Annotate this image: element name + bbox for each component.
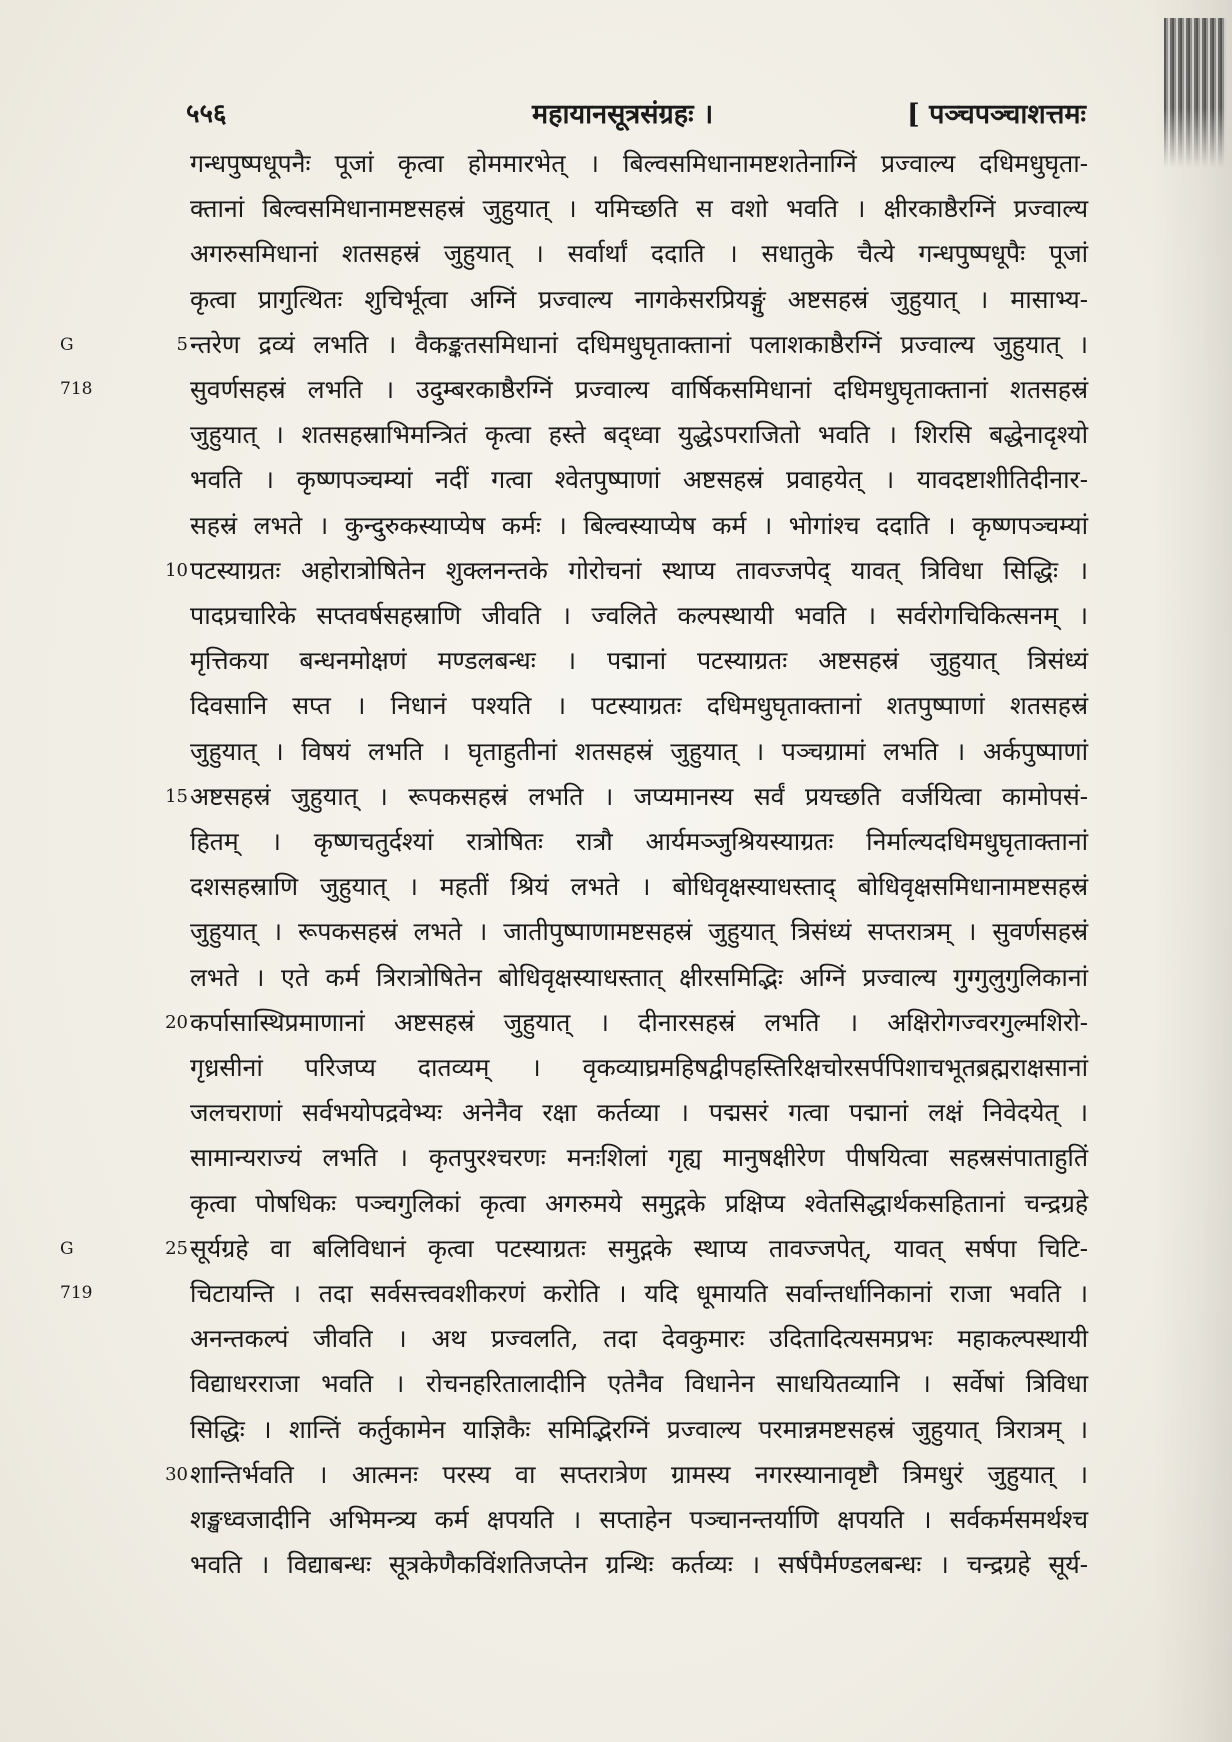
running-title: महायानसूत्रसंग्रहः । bbox=[532, 99, 714, 130]
text-line: दशसहस्राणि जुहुयात् । महतीं श्रियं लभते । बोधिवृक्षस्याधस्ताद् बोधिवृक्षसमिधानामष्टसहस्रं bbox=[190, 872, 1088, 902]
text-line: जुहुयात् । विषयं लभति । घृताहुतीनां शतसहस्रं जुहुयात् । पञ्चग्रामां लभति । अर्कपुष्पाणां bbox=[190, 736, 1088, 766]
line-number: 5 bbox=[176, 333, 188, 355]
line-number: 25 bbox=[165, 1237, 188, 1259]
text-line: कर्पासास्थिप्रमाणानां अष्टसहस्रं जुहुयात् । दीनारसहस्रं लभति । अक्षिरोगज्वरगुल्मशिरो- bbox=[190, 1007, 1088, 1037]
text-line: सामान्यराज्यं लभति । कृतपुरश्चरणः मनःशिलां गृह्य मानुषक्षीरेण पीषयित्वा सहस्रसंपाताहुतिं bbox=[190, 1143, 1088, 1173]
text-line: भवति । कृष्णपञ्चम्यां नदीं गत्वा श्वेतपुष्पाणां अष्टसहस्रं प्रवाहयेत् । यावदष्टाशीतिदीनार- bbox=[190, 465, 1088, 495]
margin-reference bbox=[60, 323, 100, 411]
page-number: ५५६ bbox=[186, 99, 227, 129]
margin-reference-letter: G bbox=[60, 1238, 74, 1259]
text-line: सिद्धिः । शान्तिं कर्तुकामेन याज्ञिकैः समिद्भिरग्निं प्रज्वाल्य परमान्नमष्टसहस्रं जुहुयात् त्रिरात्रम् । bbox=[190, 1414, 1088, 1444]
text-line: कृत्वा पोषधिकः पञ्चगुलिकां कृत्वा अगरुमये समुद्गके प्रक्षिप्य श्वेतसिद्धार्थकसहितानां चन्द्रग्रहे bbox=[190, 1188, 1088, 1218]
text-line: शङ्खध्वजादीनि अभिमन्त्र्य कर्म क्षपयति । सप्ताहेन पञ्चानन्तर्याणि क्षपयति । सर्वकर्मसमर्थश्च bbox=[190, 1505, 1088, 1534]
line-number: 15 bbox=[165, 785, 188, 807]
text-line: जुहुयात् । रूपकसहस्रं लभते । जातीपुष्पाणामष्टसहस्रं जुहुयात् त्रिसंध्यं सप्तरात्रम् । सुवर्णसहस्रं bbox=[190, 917, 1088, 947]
text-line: क्तानां बिल्वसमिधानामष्टसहस्रं जुहुयात् । यमिच्छति स वशो भवति । क्षीरकाष्ठैरग्निं प्रज्वाल्य bbox=[190, 194, 1088, 224]
margin-reference bbox=[60, 1227, 100, 1315]
page-header bbox=[186, 94, 1086, 134]
text-line: सहस्रं लभते । कुन्दुरुकस्याप्येष कर्मः । बिल्वस्याप्येष कर्म । भोगांश्च ददाति । कृष्णपञ्चम्यां bbox=[190, 510, 1088, 540]
text-line: दिवसानि सप्त । निधानं पश्यति । पटस्याग्रतः दधिमधुघृताक्तानां शतपुष्पाणां शतसहस्रं bbox=[190, 691, 1088, 721]
chapter-heading: [ पञ्चपञ्चाशत्तमः bbox=[906, 99, 1086, 130]
margin-reference-number: 718 bbox=[60, 378, 93, 399]
text-line: पादप्रचारिके सप्तवर्षसहस्राणि जीवति । ज्वलिते कल्पस्थायी भवति । सर्वरोगचिकित्सनम् । bbox=[190, 601, 1088, 630]
text-line: गन्धपुष्पधूपनैः पूजां कृत्वा होममारभेत् । बिल्वसमिधानामष्टशतेनाग्निं प्रज्वाल्य दधिमधुघृता- bbox=[190, 149, 1088, 178]
text-line: सुवर्णसहस्रं लभति । उदुम्बरकाष्ठैरग्निं प्रज्वाल्य वार्षिकसमिधानां दधिमधुघृताक्तानां शतसहस्रं bbox=[190, 375, 1088, 404]
text-line: हितम् । कृष्णचतुर्दश्यां रात्रोषितः रात्रौ आर्यमञ्जुश्रियस्याग्रतः निर्माल्यदधिमधुघृताक्तानां bbox=[190, 827, 1088, 856]
text-line: गृध्रसीनां परिजप्य दातव्यम् । वृकव्याघ्रमहिषद्वीपहस्तिरिक्षचोरसर्पपिशाचभूतब्रह्मराक्षसानां bbox=[190, 1053, 1088, 1082]
text-line: भवति । विद्याबन्धः सूत्रकेणैकविंशतिजप्तेन ग्रन्थिः कर्तव्यः । सर्षपैर्मण्डलबन्धः । चन्द्रग्रहे सूर्य- bbox=[190, 1550, 1088, 1580]
text-line: जलचराणां सर्वभयोपद्रवेभ्यः अनेनैव रक्षा कर्तव्या । पद्मसरं गत्वा पद्मानां लक्षं निवेदयेत् । bbox=[190, 1098, 1088, 1128]
margin-reference-number: 719 bbox=[60, 1282, 93, 1303]
line-number: 20 bbox=[165, 1011, 188, 1033]
binding-artifact bbox=[1164, 18, 1226, 168]
text-line: कृत्वा प्रागुत्थितः शुचिर्भूत्वा अग्निं प्रज्वाल्य नागकेसरप्रियङ्गुं अष्टसहस्रं जुहुयात् । मासाभ्य- bbox=[190, 284, 1088, 314]
page-edge-shadow bbox=[1152, 0, 1232, 1742]
text-line: जुहुयात् । शतसहस्राभिमन्त्रितं कृत्वा हस्ते बद्ध्वा युद्धेऽपराजितो भवति । शिरसि बद्धेनादृश्यो bbox=[190, 420, 1088, 450]
text-line: सूर्यग्रहे वा बलिविधानं कृत्वा पटस्याग्रतः समुद्गके स्थाप्य तावज्जपेत्, यावत् सर्षपा चिटि- bbox=[190, 1233, 1088, 1263]
text-line: अगरुसमिधानां शतसहस्रं जुहुयात् । सर्वार्थां ददाति । सधातुके चैत्ये गन्धपुष्पधूपैः पूजां bbox=[190, 239, 1088, 269]
line-number: 10 bbox=[165, 559, 188, 581]
text-line: पटस्याग्रतः अहोरात्रोषितेन शुक्लनन्तके गोरोचनां स्थाप्य तावज्जपेद् यावत् त्रिविधा सिद्धिः । bbox=[190, 555, 1088, 585]
text-line: शान्तिर्भवति । आत्मनः परस्य वा सप्तरात्रेण ग्रामस्य नगरस्यानावृष्टौ त्रिमधुरं जुहुयात् । bbox=[190, 1459, 1088, 1489]
line-number: 30 bbox=[165, 1463, 188, 1485]
text-line: अष्टसहस्रं जुहुयात् । रूपकसहस्रं लभति । जप्यमानस्य सर्वं प्रयच्छति वर्जयित्वा कामोपसं- bbox=[190, 781, 1088, 811]
text-line: मृत्तिकया बन्धनमोक्षणं मण्डलबन्धः । पद्मानां पटस्याग्रतः अष्टसहस्रं जुहुयात् त्रिसंध्यं bbox=[190, 646, 1088, 676]
text-line: विद्याधरराजा भवति । रोचनहरितालादीनि एतेनैव विधानेन साधयितव्यानि । सर्वेषां त्रिविधा bbox=[190, 1369, 1088, 1399]
margin-reference-letter: G bbox=[60, 334, 74, 355]
text-line: चिटायन्ति । तदा सर्वसत्त्ववशीकरणं करोति । यदि धूमायति सर्वान्तर्धानिकानां राजा भवति । bbox=[190, 1279, 1088, 1308]
text-line: अनन्तकल्पं जीवति । अथ प्रज्वलति, तदा देवकुमारः उदितादित्यसमप्रभः महाकल्पस्थायी bbox=[190, 1324, 1088, 1354]
text-line: लभते । एते कर्म त्रिरात्रोषितेन बोधिवृक्षस्याधस्तात् क्षीरसमिद्भिः अग्निं प्रज्वाल्य गुग्गुलुगुलिकानां bbox=[190, 962, 1088, 992]
text-line: न्तरेण द्रव्यं लभति । वैकङ्कतसमिधानां दधिमधुघृताक्तानां पलाशकाष्ठैरग्निं प्रज्वाल्य जुहुयात् । bbox=[190, 329, 1088, 359]
